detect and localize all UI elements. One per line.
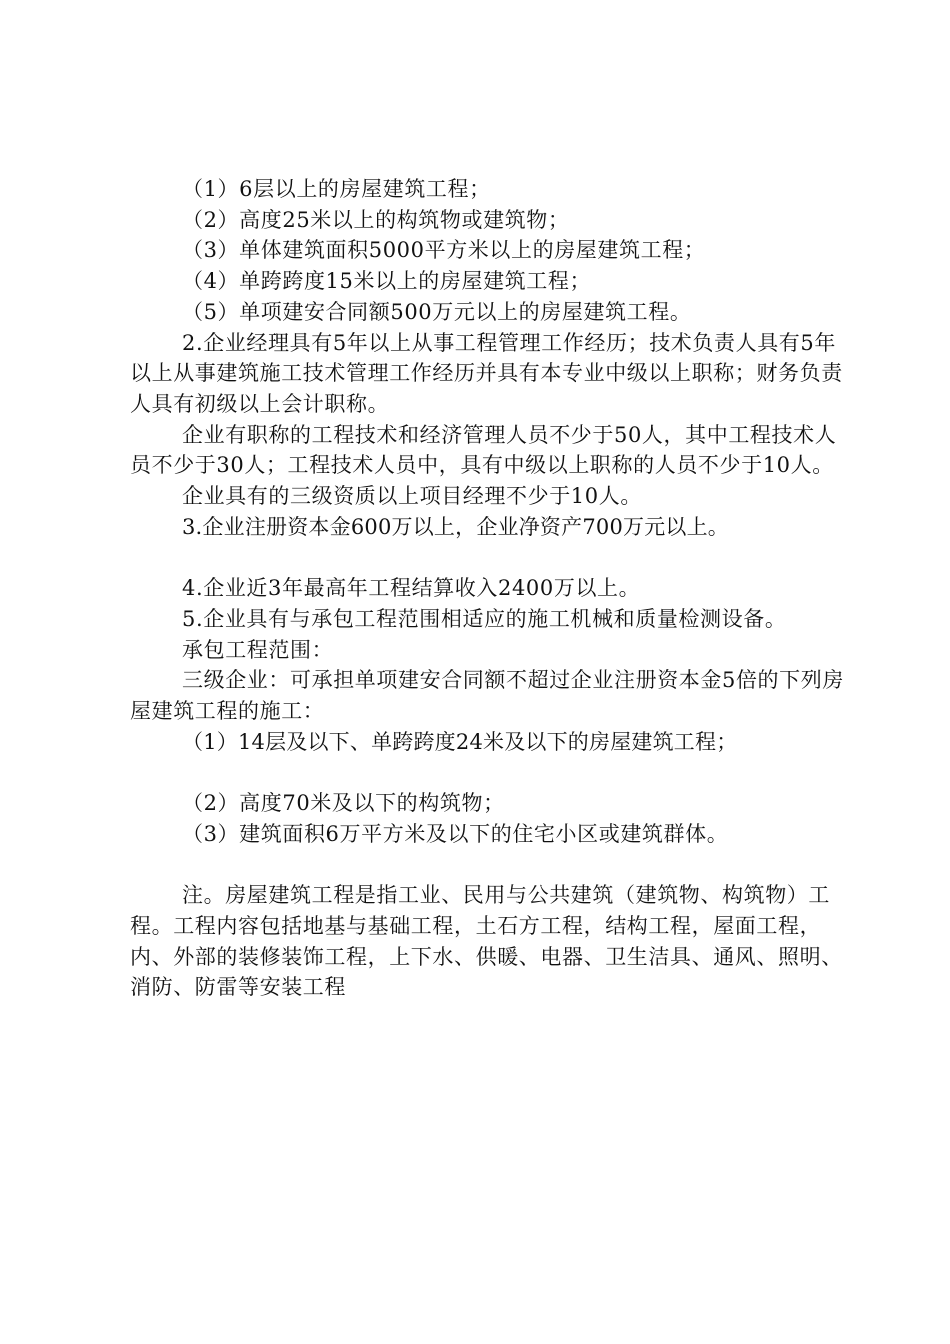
paragraph-project-manager: 企业具有的三级资质以上项目经理不少于10人。 [182, 484, 642, 509]
document-body [130, 174, 850, 1003]
blank-line [130, 757, 850, 788]
paragraph-scope-item-3: （3）建筑面积6万平方米及以下的住宅小区或建筑群体。 [182, 821, 729, 846]
paragraph-manager-requirements: 2.企业经理具有5年以上从事工程管理工作经历；技术负责人具有5年以上从事建筑施工技术管理工作经历并具有本专业中级以上职称；财务负责人具有初级以上会计职称。 [130, 330, 843, 416]
paragraph-scope-item-1: （1）14层及以下、单跨跨度24米及以下的房屋建筑工程； [182, 729, 738, 754]
paragraph-equipment: 5.企业具有与承包工程范围相适应的施工机械和质量检测设备。 [182, 606, 787, 631]
paragraph-item-2: （2）高度25米以上的构筑物或建筑物； [182, 207, 570, 232]
blank-line [130, 849, 850, 880]
paragraph-scope-item-2: （2）高度70米及以下的构筑物； [182, 791, 505, 816]
paragraph-income: 4.企业近3年最高年工程结算收入2400万以上。 [182, 576, 641, 601]
blank-line [130, 542, 850, 573]
paragraph-item-5: （5）单项建安合同额500万元以上的房屋建筑工程。 [182, 299, 692, 324]
paragraph-item-1: （1）6层以上的房屋建筑工程； [182, 177, 491, 201]
paragraph-scope-heading: 承包工程范围： [182, 637, 334, 662]
paragraph-staff-requirements: 企业有职称的工程技术和经济管理人员不少于50人，其中工程技术人员不少于30人；工程技术人员中，具有中级以上职称的人员不少于10人。 [130, 422, 837, 478]
paragraph-third-grade: 三级企业：可承担单项建安合同额不超过企业注册资本金5倍的下列房屋建筑工程的施工： [130, 668, 844, 723]
paragraph-item-3: （3）单体建筑面积5000平方米以上的房屋建筑工程； [182, 238, 706, 263]
paragraph-capital: 3.企业注册资本金600万以上，企业净资产700万元以上。 [182, 514, 729, 539]
paragraph-note: 注。房屋建筑工程是指工业、民用与公共建筑（建筑物、构筑物）工程。工程内容包括地基与基础工程，土石方工程，结构工程，屋面工程，内、外部的装修装饰工程，上下水、供暖、电器、卫生洁具、通风、照明、消防、防雷等安装工程 [130, 883, 843, 1000]
paragraph-item-4: （4）单跨跨度15米以上的房屋建筑工程； [182, 269, 592, 294]
